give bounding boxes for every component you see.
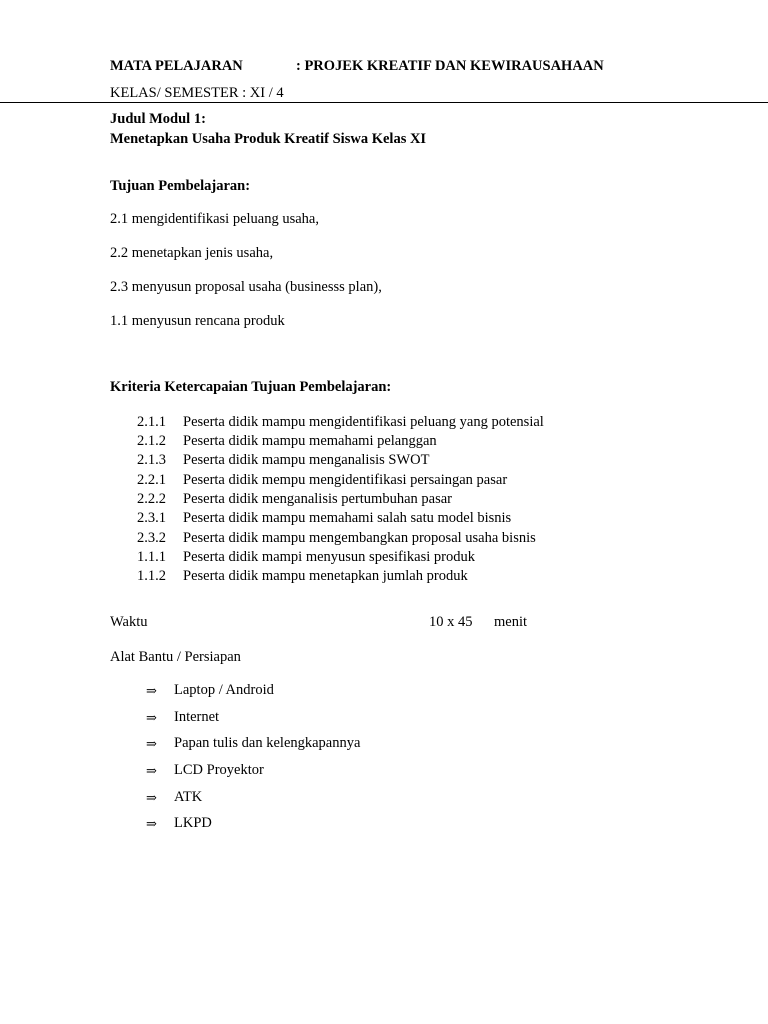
time-label: Waktu: [110, 614, 148, 630]
module-title: Menetapkan Usaha Produk Kreatif Siswa Kelas XI: [110, 131, 427, 147]
time-unit: menit: [494, 614, 528, 630]
tool-item: Papan tulis dan kelengkapannya: [174, 735, 361, 751]
criteria-text: Peserta didik mampu mengidentifikasi peluang yang potensial: [183, 414, 544, 430]
objective-item: 2.1 mengidentifikasi peluang usaha,: [110, 211, 319, 227]
tools-heading: Alat Bantu / Persiapan: [110, 649, 241, 665]
arrow-bullet-icon: ⇒: [146, 790, 157, 805]
objectives-heading: Tujuan Pembelajaran:: [110, 178, 251, 194]
objective-item: 2.2 menetapkan jenis usaha,: [110, 245, 274, 261]
tool-item: LCD Proyektor: [174, 762, 264, 778]
arrow-bullet-icon: ⇒: [146, 683, 157, 698]
criteria-number: 2.3.1: [137, 510, 166, 526]
tool-item: ATK: [174, 789, 203, 805]
header-subject-value: : PROJEK KREATIF DAN KEWIRAUSAHAAN: [296, 58, 604, 74]
criteria-text: Peserta didik menganalisis pertumbuhan pasar: [183, 491, 452, 507]
criteria-number: 2.2.2: [137, 491, 166, 507]
criteria-text: Peserta didik mampi menyusun spesifikasi produk: [183, 549, 475, 565]
header-divider: [0, 102, 768, 103]
objective-item: 2.3 menyusun proposal usaha (businesss plan),: [110, 279, 382, 295]
criteria-number: 2.1.2: [137, 433, 166, 449]
criteria-number: 2.3.2: [137, 530, 166, 546]
arrow-bullet-icon: ⇒: [146, 816, 157, 831]
criteria-number: 2.1.1: [137, 414, 166, 430]
criteria-heading: Kriteria Ketercapaian Tujuan Pembelajaran:: [110, 379, 392, 395]
arrow-bullet-icon: ⇒: [146, 710, 157, 725]
criteria-number: 1.1.2: [137, 568, 166, 584]
tool-item: LKPD: [174, 815, 212, 831]
criteria-text: Peserta didik mampu memahami pelanggan: [183, 433, 437, 449]
tool-item: Internet: [174, 709, 220, 725]
arrow-bullet-icon: ⇒: [146, 763, 157, 778]
criteria-text: Peserta didik mampu menetapkan jumlah produk: [183, 568, 468, 584]
arrow-bullet-icon: ⇒: [146, 736, 157, 751]
criteria-number: 2.1.3: [137, 452, 166, 468]
criteria-number: 2.2.1: [137, 472, 166, 488]
criteria-text: Peserta didik mampu memahami salah satu model bisnis: [183, 510, 512, 526]
criteria-number: 1.1.1: [137, 549, 166, 565]
tool-item: Laptop / Android: [174, 682, 274, 698]
criteria-text: Peserta didik mampu menganalisis SWOT: [183, 452, 430, 468]
objective-item: 1.1 menyusun rencana produk: [110, 313, 285, 329]
header-class-line: KELAS/ SEMESTER : XI / 4: [110, 85, 284, 101]
module-label: Judul Modul 1:: [110, 111, 206, 127]
criteria-text: Peserta didik mempu mengidentifikasi persaingan pasar: [183, 472, 508, 488]
header-subject-label: MATA PELAJARAN: [110, 58, 243, 74]
time-value: 10 x 45: [429, 614, 473, 630]
criteria-text: Peserta didik mampu mengembangkan proposal usaha bisnis: [183, 530, 536, 546]
